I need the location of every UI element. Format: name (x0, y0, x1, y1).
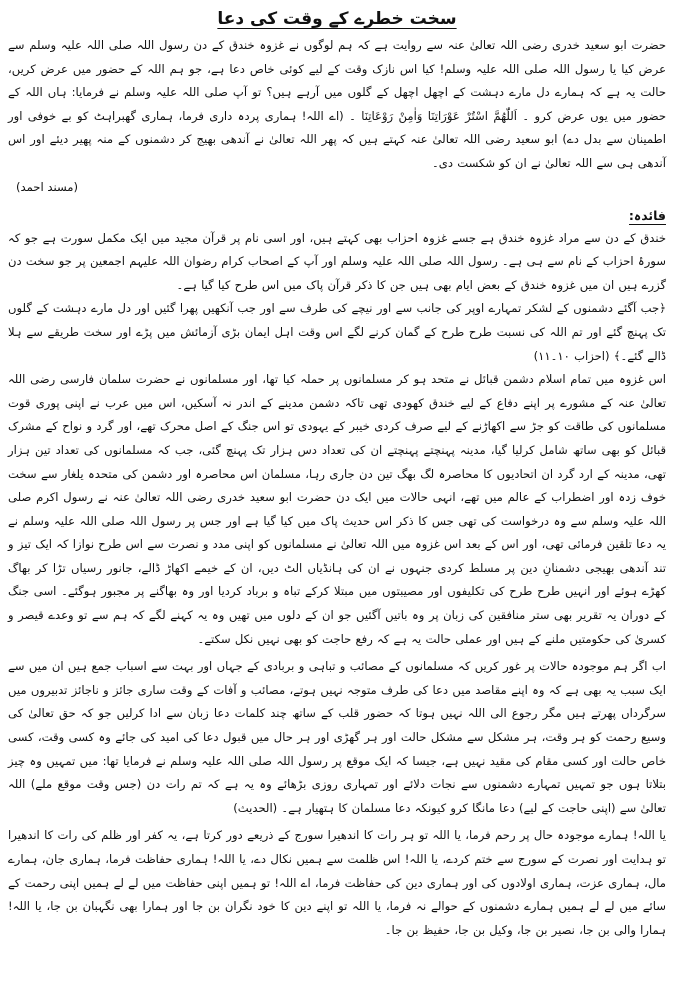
faida-heading (8, 205, 666, 227)
faida-paragraph-1: خندق کے دن سے مراد غزوہ خندق ہے جسے غزوہ احزاب بھی کہتے ہیں، اور اسی نام پر قرآن مجید میں ایک مکمل سورت ہے جو کہ سورۂ احزاب کے نام سے ہی ہے۔ رسول اللہ صلی اللہ علیہ وسلم اور آپ کے اصحاب کرام رضوان اللہ علیہم اجمعین پر جو سخت دن گزرے ہیں ان میں غزوہ خندق کے بعض ایام بھی ہیں جن کا ذکر قرآن پاک میں اس طرح کیا گیا ہے۔ (8, 230, 666, 292)
faida-heading-text: فائدہ: (628, 207, 666, 223)
faida-paragraph-2: اس غزوہ میں تمام اسلام دشمن قبائل نے متحد ہو کر مسلمانوں پر حملہ کیا تھا، اور مسلمانوں نے حضرت سلمان فارسی رضی اللہ تعالیٰ عنہ کے مشورے پر اپنے دفاع کے لیے خندق کھودی تھی تاکہ دشمن مدینے کے اندر نہ آسکیں، اس میں عرب نے اپنی پوری قوت مسلمانوں کی طاقت کو جڑ سے اکھاڑنے کے لیے صرف کردی خیبر کے یہودی تو اس جنگ کے اصل محرک تھے، اور گرد و نواح کے مشرک قبائل کو بھی ساتھ شامل کرلیا گیا، مدینہ پہنچتے پہنچتے ان کی تعداد دس ہزار تک پہنچ گئی، جب کہ مسلمانوں کی تعداد تین ہزار تھی، مدینہ کے ارد گرد ان اتحادیوں کا محاصرہ لگ بھگ تین دن جاری رہا، مسلمان اس محاصرہ اور دشمن کی متحدہ یلغار سے سخت خوف زدہ اور اضطراب کے عالم میں تھے، انہی حالات میں ایک دن حضرت ابو سعید خدری رضی اللہ تعالیٰ عنہ نے رسول اکرم صلی اللہ علیہ وسلم سے وہ درخواست کی تھی جس کا ذکر اس حدیث پاک میں کیا گیا ہے اور جس پر رسول اللہ صلی اللہ علیہ وسلم نے یہ دعا تلقین فرمائی تھی، اور اس کے بعد اس غزوہ میں اللہ تعالیٰ نے مسلمانوں کو اپنی مدد و نصرت سے اس طرح نوازا کہ ایک تیز و تند آندھی بھیجی دشمنانِ دین پر مسلط کردی جنہوں نے ان کی ہانڈیاں الٹ دیں، ان کے خیمے اکھاڑ ڈالے، جانور رسیاں تڑا کر بھاگ کھڑے ہوئے اور انہیں طرح طرح کی تکلیفوں اور مصیبتوں میں مبتلا کرکے تباہ و برباد کردیا اور وہ بھاگنے پر مجبور ہوگئے۔ اسی جنگ کے دوران یہ تقریر بھی ستر منافقین کی زبان پر وہ باتیں آگئیں جو ان کے دلوں میں تھیں وہ یہ کہنے لگے کہ ہم سے تو وعدے قیصر و کسریٰ کی حکومتیں ملنے کے ہیں اور عملی حالت یہ ہے کہ رفع حاجت کو بھی نہیں نکل سکتے۔ (8, 372, 666, 646)
hadith-paragraph: حضرت ابو سعید خدری رضی اللہ تعالیٰ عنہ سے روایت ہے کہ ہم لوگوں نے غزوہ خندق کے دن رسول اللہ صلی اللہ علیہ وسلم سے عرض کیا یا رسول اللہ صلی اللہ علیہ وسلم! کیا اس نازک وقت کے لیے کوئی خاص دعا ہے، جو ہم اللہ کے حضور میں عرض کریں، حالت یہ ہے کہ ہمارے دل مارے دہشت کے اچھل اچھل کے گلوں میں آرہے ہیں؟ تو آپ صلی اللہ علیہ وسلم نے فرمایا: ہاں اللہ کے حضور میں یوں عرض کرو ۔ اَللّٰھُمَّ اسْتُرْ عَوْرَاتِنَا وَاٰمِنْ رَوْعَاتِنَا ۔ (اے اللہ! ہماری پردہ داری فرما، ہماری گھبراہٹ کو بے خوفی اور اطمینان سے بدل دے) ابو سعید رضی اللہ تعالیٰ عنہ کہتے ہیں کہ پھر اللہ تعالیٰ نے آندھی بھیج کر دشمنوں کے منہ پھیر دیئے اور اس آندھی ہی سے اللہ تعالیٰ نے ان کو شکست دی۔ (8, 38, 666, 170)
prayer-paragraph: یا اللہ! ہمارے موجودہ حال پر رحم فرما، یا اللہ تو ہر رات کا اندھیرا سورج کے ذریعے دور کرتا ہے، یہ کفر اور ظلم کی رات کا اندھیرا تو ہدایت اور نصرت کے سورج سے ختم کردے، یا اللہ! اس ظلمت سے ہمیں نکال دے، یا اللہ! ہماری حفاظت فرما، ہماری جان، ہمارے مال، ہماری عزت، ہماری اولادوں کی اور ہماری دین کی حفاظت فرما، اے اللہ! تو ہمیں اپنی حفاظت میں لے لے ہمیں اپنی رحمت کے سائے میں لے لے ہمیں ہمارے دشمنوں کے حوالے نہ فرما، یا اللہ تو اپنے دین کا خود نگران بن جا اور ہمارا بھی نگہبان بن جا، یا اللہ! ہمارا والی بن جا، نصیر بن جا، وکیل بن جا، حفیظ بن جا۔ (8, 828, 666, 937)
page-title-text: سخت خطرے کے وقت کی دعا (217, 9, 457, 29)
quran-verse-paragraph: ﴿جب آگئے دشمنوں کے لشکر تمہارے اوپر کی جانب سے اور نیچے کی طرف سے اور جب آنکھیں پھرا گئیں اور دل مارے دہشت کے گلوں تک پہنچ گئے اور تم اللہ کی نسبت طرح طرح کے گمان کرنے لگے اس وقت اہل ایمان بڑی آزمائش میں پڑے اور سخت طریقے سے ہلا ڈالے گئے۔﴾ (احزاب ۱۰۔۱۱) (8, 301, 666, 363)
faida-paragraph-3: اب اگر ہم موجودہ حالات پر غور کریں کہ مسلمانوں کے مصائب و تباہی و بربادی کے جہاں اور بہت سے اسباب جمع ہیں ان میں سے ایک سبب یہ بھی ہے کہ وہ اپنے مقاصد میں دعا کی طرف متوجہ نہیں ہوتے، مصائب و آفات کے وقت ساری جائز و ناجائز تدبیروں میں سرگرداں پھرتے ہیں مگر رجوع الی اللہ نہیں ہوتا کہ حضور قلب کے ساتھ چند کلمات دعا زبان سے ادا کرلیں جو کہ حق تعالیٰ کی وسیع رحمت کو ہر وقت، ہر مشکل سے مشکل حالت اور ہر گھڑی اور ہر حال میں قبول دعا کی امید کی جائے وہ کسی وقت، کسی خاص حالت اور کسی مقام کی مقید نہیں ہے، جیسا کہ ایک موقع پر رسول اللہ صلی اللہ علیہ وسلم نے فرمایا تھا: میں تمہیں وہ چیز بتلاتا ہوں جو تمہیں تمہارے دشمنوں سے نجات دلائے اور تمہاری روزی بڑھائے وہ یہ ہے کہ تم رات دن (جس وقت موقع ملے) اللہ تعالیٰ سے (اپنی حاجت کے لیے) دعا مانگا کرو کیونکہ دعا مسلمان کا ہتھیار ہے۔ (الحدیث) (8, 659, 666, 815)
page-title (8, 8, 666, 30)
hadith-reference: (مسند احمد) (16, 179, 79, 194)
